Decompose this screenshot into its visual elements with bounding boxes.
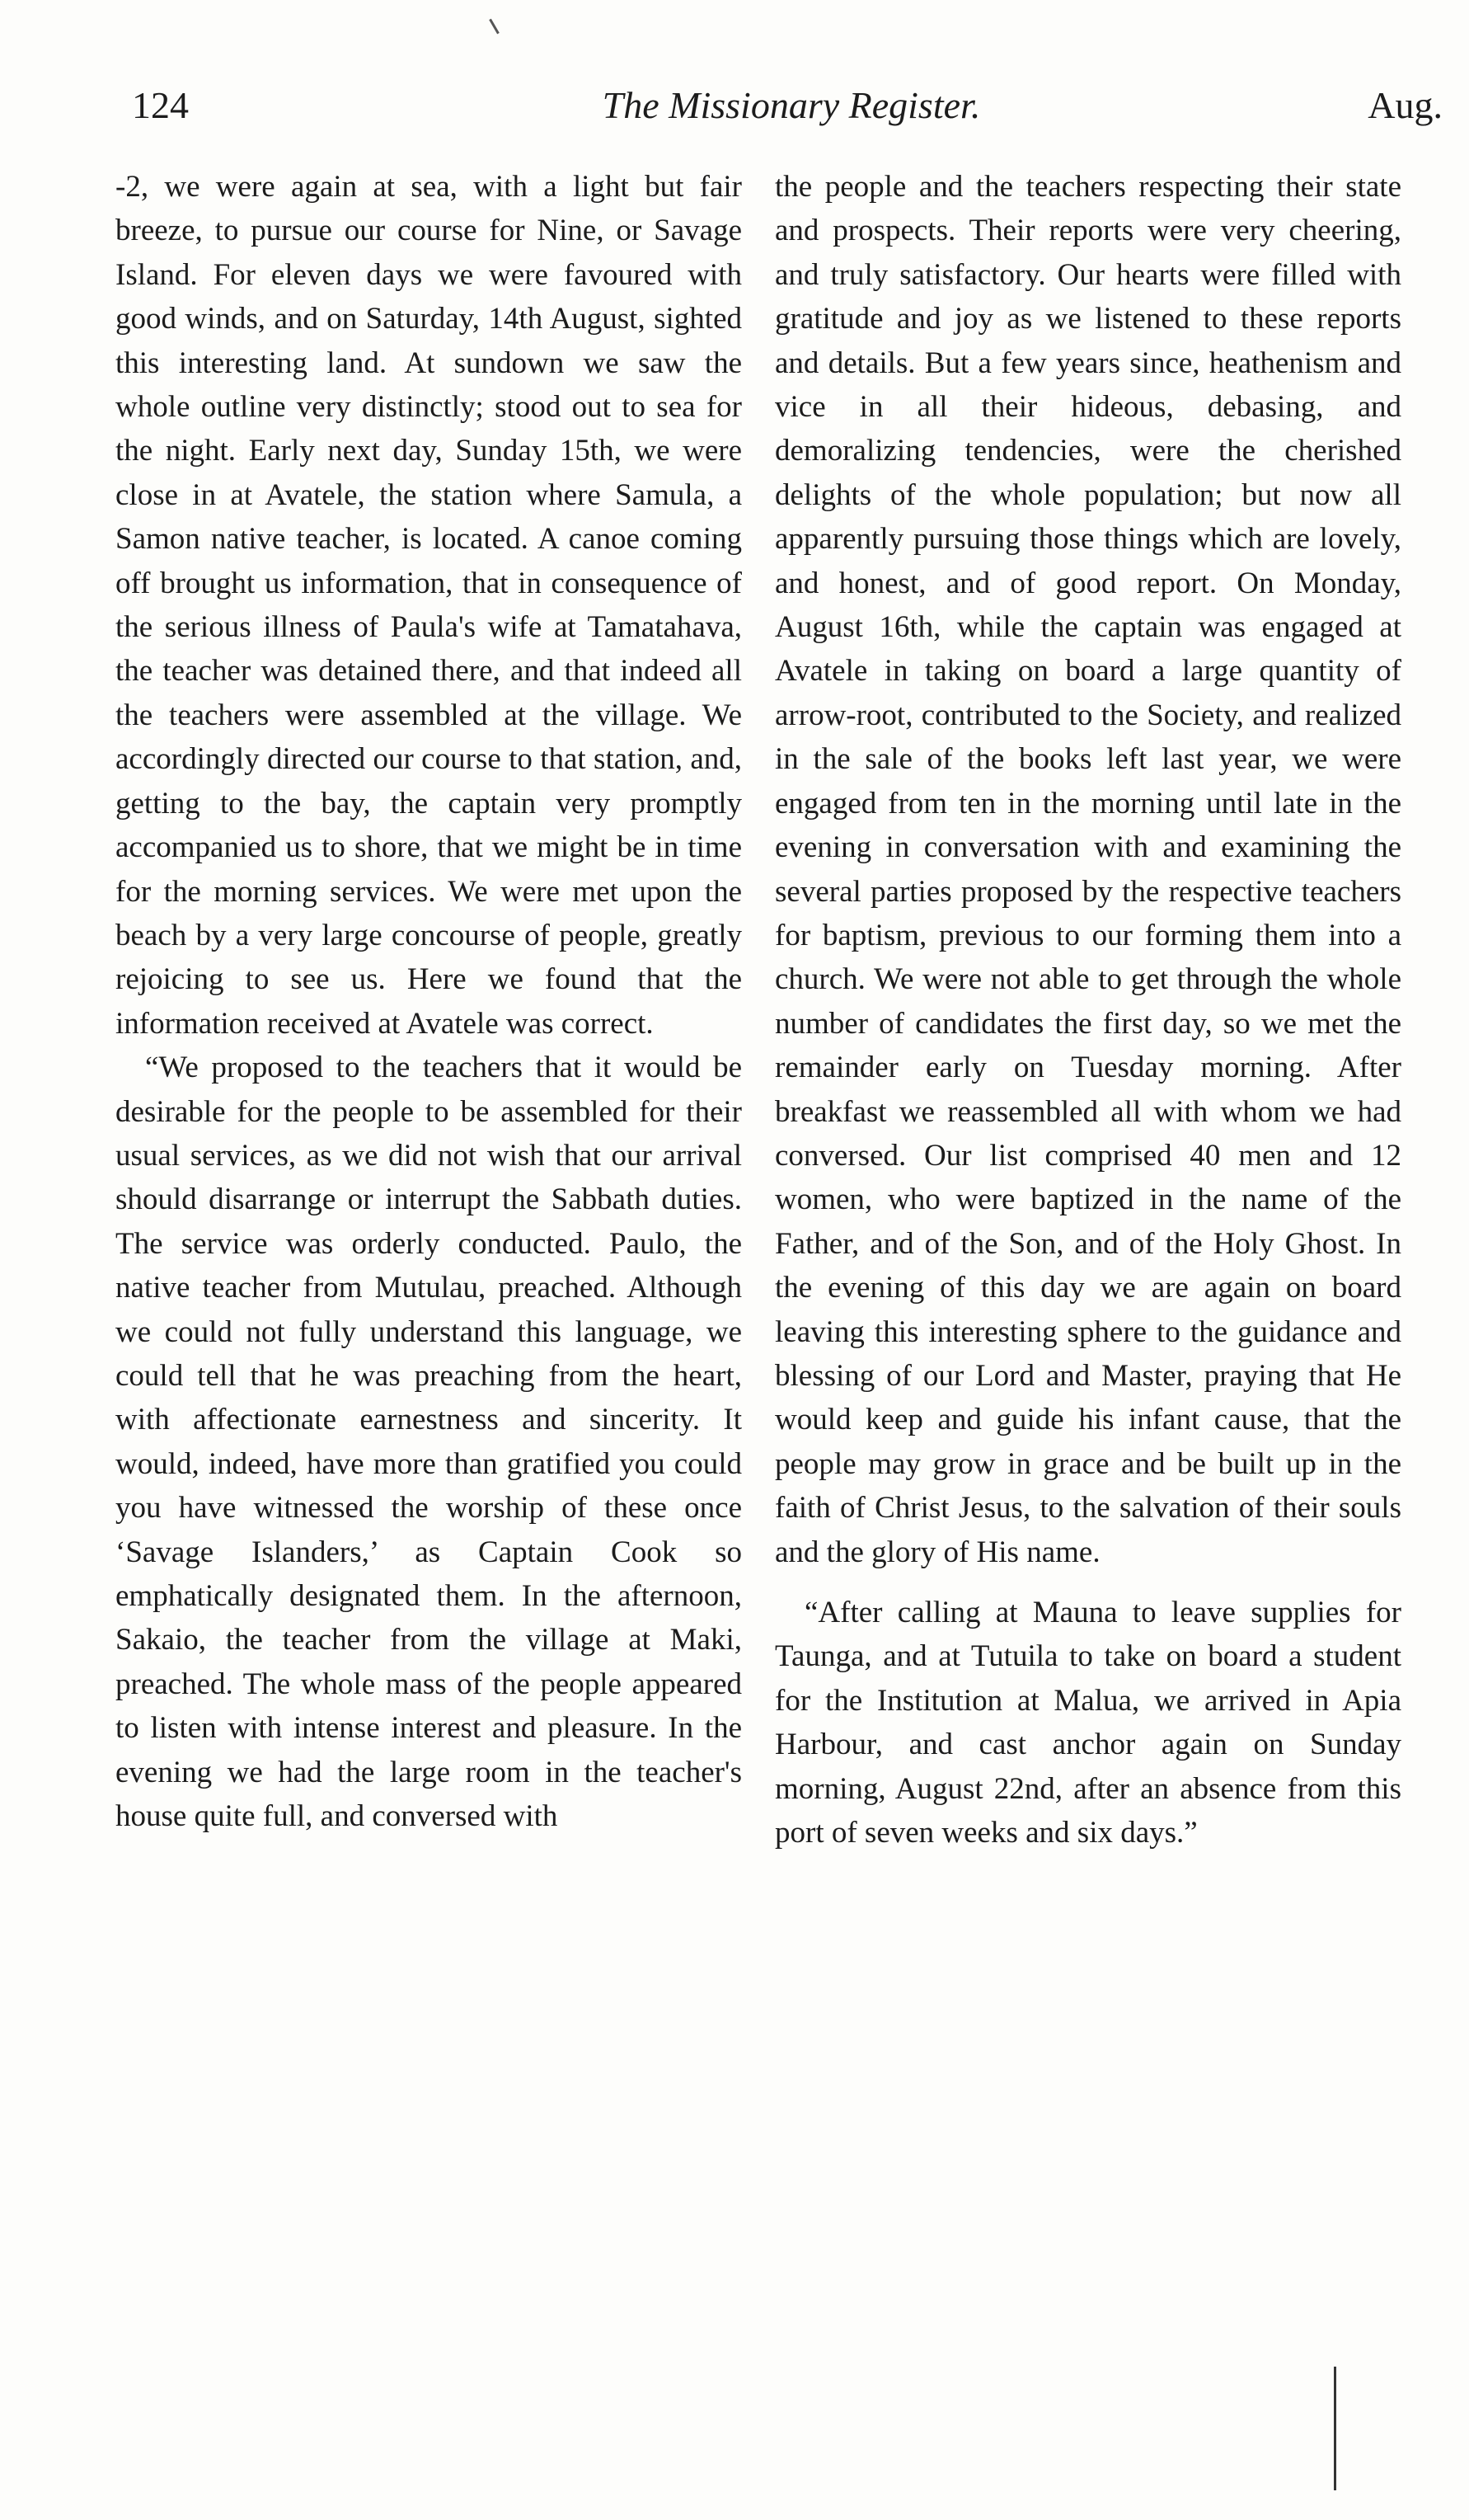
ink-speck <box>489 19 500 35</box>
running-head-month: Aug. <box>1368 84 1443 126</box>
right-paragraph-1: the people and the teachers respecting their state and prospects. Their reports were very cheering, and truly satisfactory. Our hearts were filled with gratitude and joy as we listened to these reports and details. But a few years since, heathenism and vice in all their hideous, debasing, and demoralizing tendencies, were the cherished delights of the whole population; but now all apparently pursuing those things which are lovely, and honest, and of good report. On Monday, August 16th, while the captain was engaged at Avatele in taking on board a large quantity of arrow-root, contributed to the Society, and realized in the sale of the books left last year, we were engaged from ten in the morning until late in the evening in conversation with and examining the several parties proposed by the respective teachers for baptism, previous to our forming them into a church. We were not able to get through the whole number of candidates the first day, so we met the remainder early on Tuesday morning. After breakfast we reassembled all with whom we had conversed. Our list comprised 40 men and 12 women, who were baptized in the name of the Father, and of the Son, and of the Holy Ghost. In the evening of this day we are again on board leaving this interesting sphere to the guidance and blessing of our Lord and Master, praying that He would keep and guide his infant cause, that the people may grow in grace and be built up in the faith of Christ Jesus, to the salvation of their souls and the glory of His name. <box>775 170 1401 1569</box>
left-paragraph-2: “We proposed to the teachers that it would be desirable for the people to be assembled for their usual services, as we did not wish that our arrival should disarrange or interrupt the Sabbath duties. The service was orderly conducted. Paulo, the native teacher from Mutulau, preached. Although we could not fully understand this language, we could tell that he was preaching from the heart, with affectionate earnestness and sincerity. It would, indeed, have more than gratified you could you have witnessed the worship of these once ‘Savage Islanders,’ as Captain Cook so emphatically designated them. In the afternoon, Sakaio, the teacher from the village at Maki, preached. The whole mass of the people appeared to listen with intense interest and pleasure. In the evening we had the large room in the teacher's house quite full, and conversed with <box>115 1051 742 1834</box>
right-paragraph-2: “After calling at Mauna to leave supplies for Taunga, and at Tutuila to take on board a student for the Institution at Malua, we arrived in Apia Harbour, and cast anchor again on Sunday morning, August 22nd, after an absence from this port of seven weeks and six days.” <box>775 1596 1401 1850</box>
right-column <box>775 165 1401 1855</box>
margin-rule <box>1334 2367 1336 2490</box>
running-head <box>132 76 1443 135</box>
journal-title: The Missionary Register. <box>602 84 981 126</box>
left-paragraph-1: -2, we were again at sea, with a light but fair breeze, to pursue our course for Nine, or Savage Island. For eleven days we were favoured with good winds, and on Saturday, 14th August, sighted this interesting land. At sundown we saw the whole outline very distinctly; stood out to sea for the night. Early next day, Sunday 15th, we were close in at Avatele, the station where Samula, a Samon native teacher, is located. A canoe coming off brought us information, that in consequence of the serious illness of Paula's wife at Tamatahava, the teacher was detained there, and that indeed all the teachers were assembled at the village. We accordingly directed our course to that station, and, getting to the bay, the captain very promptly accompanied us to shore, that we might be in time for the morning services. We were met upon the beach by a very large concourse of people, greatly rejoicing to see us. Here we found that the information received at Avatele was correct. <box>115 170 742 1041</box>
left-column <box>115 165 742 1838</box>
page-number: 124 <box>132 84 189 126</box>
